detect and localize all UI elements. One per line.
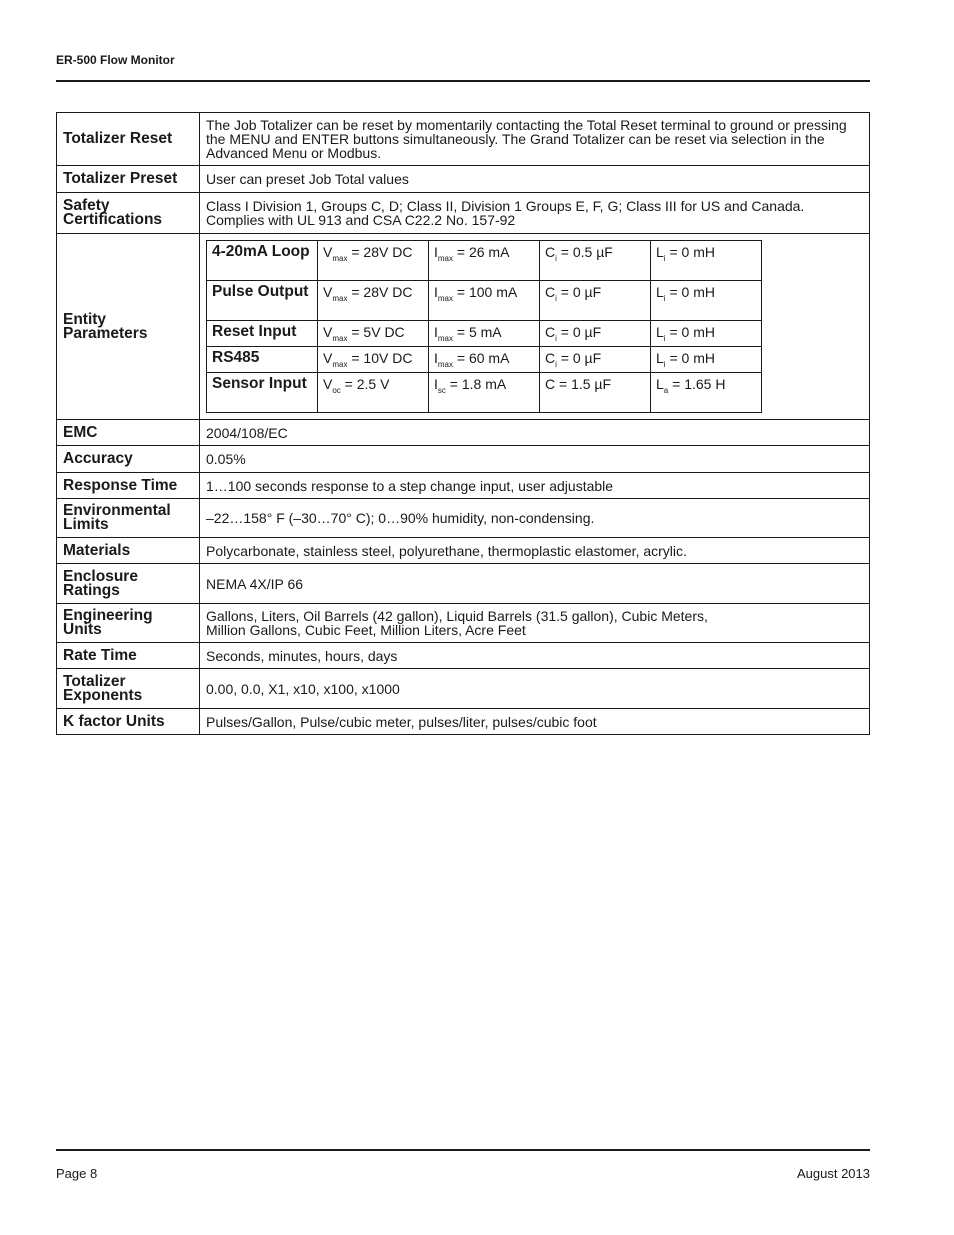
table-row [57, 446, 870, 473]
entity-current: $I_{max} = 5$ mA [429, 321, 540, 347]
table-row [57, 193, 870, 234]
entity-capacitance: $C_i = 0$ µF [540, 321, 651, 347]
entity-voltage: $V_{oc} = 2.5$ V [318, 373, 429, 413]
entity-current: $I_{max} = 100$ mA [429, 281, 540, 321]
table-row [57, 709, 870, 735]
entity-current: $I_{max} = 26$ mA [429, 241, 540, 281]
table-row [57, 234, 870, 420]
header-rule [56, 80, 870, 82]
engineering-units-line-2: Million Gallons, Cubic Feet, Million Liters, Acre Feet [206, 622, 526, 638]
table-row [57, 538, 870, 564]
table-row [57, 499, 870, 538]
entity-name: Pulse Output [207, 281, 318, 321]
entity-inductance: $L_i = 0$ mH [651, 241, 762, 281]
row-label-totalizer-preset: Totalizer Preset [57, 166, 200, 193]
row-value-emc: 2004/108/EC [200, 420, 870, 446]
table-row [57, 643, 870, 669]
row-label-enclosure-ratings: Enclosure Ratings [57, 564, 200, 604]
entity-parameters-table [206, 240, 762, 413]
row-label-entity-parameters: Entity Parameters [57, 234, 200, 420]
row-value-totalizer-preset: User can preset Job Total values [200, 166, 870, 193]
table-row [57, 166, 870, 193]
entity-voltage: $V_{max} = 10V$ DC [318, 347, 429, 373]
row-value-safety-certifications: Class I Division 1, Groups C, D; Class II, Division 1 Groups E, F, G; Class III for US and Canada. Complies with UL 913 and CSA C22.2 No. 157-92 [200, 193, 870, 234]
row-value-engineering-units [200, 604, 870, 643]
entity-voltage: $V_{max} = 28V$ DC [318, 241, 429, 281]
entity-inductance: $L_i = 0$ mH [651, 281, 762, 321]
row-label-accuracy: Accuracy [57, 446, 200, 473]
row-label-totalizer-exponents: Totalizer Exponents [57, 669, 200, 709]
entity-row [207, 373, 762, 413]
row-label-environmental-limits: Environmental Limits [57, 499, 200, 538]
row-value-accuracy: 0.05% [200, 446, 870, 473]
row-label-materials: Materials [57, 538, 200, 564]
entity-inductance: $L_a = 1.65$ H [651, 373, 762, 413]
entity-capacitance: $C_i = 0.5$ µF [540, 241, 651, 281]
row-value-totalizer-reset: The Job Totalizer can be reset by momentarily contacting the Total Reset terminal to ground or pressing the MENU and ENTER buttons simultaneously. The Grand Totalizer can be reset via selection in the Advanced Menu or Modbus. [200, 113, 870, 166]
entity-current: $I_{max} = 60$ mA [429, 347, 540, 373]
row-value-response-time: 1…100 seconds response to a step change input, user adjustable [200, 473, 870, 499]
table-row [57, 420, 870, 446]
entity-capacitance: $C_i = 0$ µF [540, 281, 651, 321]
entity-voltage: $V_{max} = 5V$ DC [318, 321, 429, 347]
table-row [57, 113, 870, 166]
row-label-response-time: Response Time [57, 473, 200, 499]
entity-name: 4-20mA Loop [207, 241, 318, 281]
entity-row [207, 241, 762, 281]
entity-row [207, 281, 762, 321]
row-value-entity-parameters [200, 234, 870, 420]
row-label-emc: EMC [57, 420, 200, 446]
page-number: Page 8 [56, 1166, 98, 1181]
entity-row [207, 347, 762, 373]
footer-rule [56, 1149, 870, 1151]
entity-name: RS485 [207, 347, 318, 373]
table-row [57, 604, 870, 643]
specifications-table [56, 112, 870, 735]
row-label-safety-certifications: Safety Certifications [57, 193, 200, 234]
table-row [57, 473, 870, 499]
entity-current: $I_{sc} = 1.8$ mA [429, 373, 540, 413]
row-value-k-factor-units: Pulses/Gallon, Pulse/cubic meter, pulses/liter, pulses/cubic foot [200, 709, 870, 735]
row-label-k-factor-units: K factor Units [57, 709, 200, 735]
engineering-units-line-1: Gallons, Liters, Oil Barrels (42 gallon), Liquid Barrels (31.5 gallon), Cubic Meters, [206, 608, 708, 624]
table-row [57, 669, 870, 709]
row-label-engineering-units: Engineering Units [57, 604, 200, 643]
entity-name: Sensor Input [207, 373, 318, 413]
row-value-rate-time: Seconds, minutes, hours, days [200, 643, 870, 669]
row-value-enclosure-ratings: NEMA 4X/IP 66 [200, 564, 870, 604]
entity-name: Reset Input [207, 321, 318, 347]
document-header-title: ER-500 Flow Monitor [56, 53, 175, 67]
entity-row [207, 321, 762, 347]
table-row [57, 564, 870, 604]
entity-inductance: $L_i = 0$ mH [651, 321, 762, 347]
publication-date: August 2013 [796, 1166, 870, 1181]
entity-voltage: $V_{max} = 28V$ DC [318, 281, 429, 321]
entity-capacitance: $C_i = 0$ µF [540, 347, 651, 373]
entity-capacitance: C = 1.5 µF [540, 373, 651, 413]
row-label-rate-time: Rate Time [57, 643, 200, 669]
row-value-environmental-limits: –22…158° F (–30…70° C); 0…90% humidity, non-condensing. [200, 499, 870, 538]
row-label-totalizer-reset: Totalizer Reset [57, 113, 200, 166]
entity-inductance: $L_i = 0$ mH [651, 347, 762, 373]
row-value-materials: Polycarbonate, stainless steel, polyurethane, thermoplastic elastomer, acrylic. [200, 538, 870, 564]
row-value-totalizer-exponents: 0.00, 0.0, X1, x10, x100, x1000 [200, 669, 870, 709]
